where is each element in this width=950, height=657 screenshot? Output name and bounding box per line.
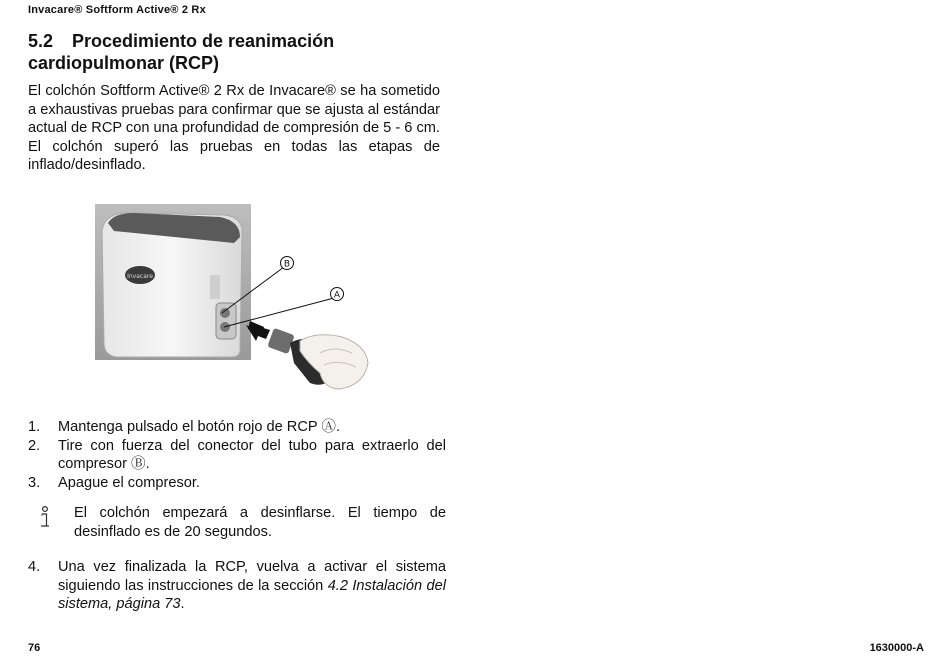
tube-connector — [267, 328, 295, 354]
list-item — [28, 474, 446, 493]
step-number: 4. — [28, 559, 41, 575]
cpr-illustration — [94, 203, 376, 393]
instruction-list — [28, 418, 446, 492]
note-text: El colchón empezará a desinflarse. El tiempo de desinflado es de 20 segundos. — [74, 505, 446, 540]
section-heading — [28, 30, 448, 74]
list-item — [28, 437, 446, 474]
step-text-before: Una vez finalizada la RCP, vuelva a activar el sistema siguiendo las instrucciones de la sección — [58, 559, 446, 594]
list-item — [28, 558, 446, 614]
callout-a-label: A — [333, 290, 341, 301]
step-text: Mantenga pulsado el botón rojo de RCP Ⓐ. — [58, 419, 341, 435]
intro-paragraph: El colchón Softform Active® 2 Rx de Invacare® se ha sometido a exhaustivas pruebas para confirmar que se ajusta al estándar actual de RCP con una profundidad de compresión de 5 - 6 cm. El colchón superó las pruebas en todas las etapas de inflado/desinflado. — [28, 83, 440, 174]
compressor-figure — [94, 203, 376, 393]
info-icon — [38, 504, 74, 541]
section-reference: 4.2 Instalación del sistema, página 73 — [58, 577, 446, 612]
step-number: 3. — [28, 474, 41, 491]
page-number: 76 — [28, 642, 41, 654]
step-text — [58, 558, 446, 614]
port-upper — [220, 308, 230, 318]
step-text: Apague el compresor. — [58, 474, 200, 491]
section-title: Procedimiento de reanimación cardiopulmonar (RCP) — [28, 31, 335, 73]
callout-b-label: B — [283, 259, 291, 270]
compressor-logo-text: Invacare — [127, 273, 153, 280]
step-text: Tire con fuerza del conector del tubo para extraerlo del compresor Ⓑ. — [58, 437, 446, 472]
running-header: Invacare® Softform Active® 2 Rx — [28, 4, 206, 16]
step-number: 2. — [28, 437, 41, 454]
section-number: 5.2 — [28, 31, 54, 51]
step-text-after: . — [180, 596, 185, 612]
step-number: 1. — [28, 419, 41, 435]
document-id: 1630000-A — [869, 642, 924, 654]
compressor-label — [210, 275, 220, 299]
list-item — [28, 418, 446, 437]
info-note — [38, 504, 446, 541]
